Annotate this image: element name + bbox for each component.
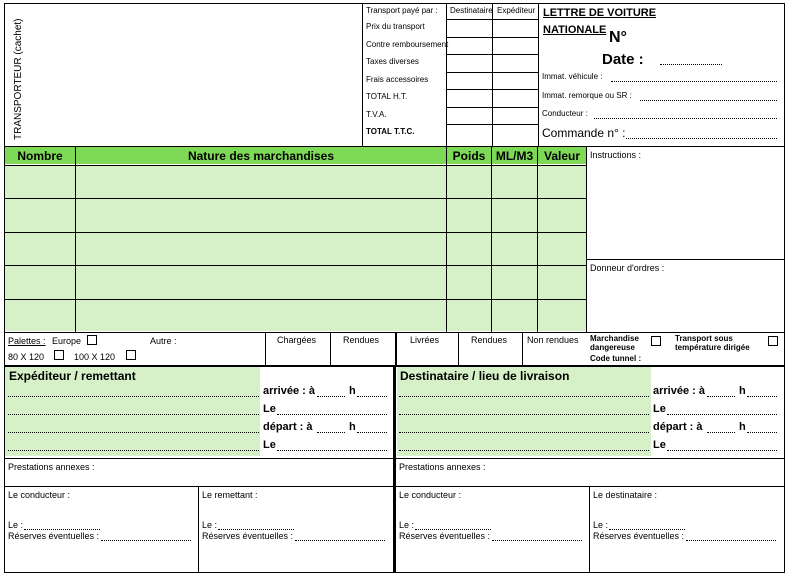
vehicle-field[interactable] [611, 81, 777, 82]
order-label: Commande n° : [542, 126, 626, 140]
col-header-value: Valeur [543, 149, 581, 163]
sign-date-field[interactable] [218, 529, 294, 530]
consignee-services: Prestations annexes : [399, 462, 486, 472]
payment-row-label: Contre remboursement [366, 39, 449, 49]
sign-reserves-field[interactable] [101, 540, 191, 541]
col-header-nature: Nature des marchandises [187, 149, 335, 163]
pallets-line-4 [458, 332, 459, 365]
payment-col-sender: Expéditeur [497, 6, 536, 15]
sign-divider-right [589, 486, 590, 573]
payment-cell-sender[interactable] [493, 73, 537, 89]
col-header-weight: Poids [452, 149, 486, 163]
waybill-date-label: Date : [602, 51, 644, 68]
payment-cell-recipient[interactable] [447, 20, 491, 36]
pallets-returned-2: Rendues [471, 335, 508, 345]
consignee-address-line[interactable] [399, 414, 649, 415]
consignee-place-field[interactable] [707, 432, 735, 433]
consignee-driver-label: Le conducteur : [399, 490, 462, 500]
shipper-le-label: Le [263, 403, 276, 415]
sender-label: Le remettant : [202, 490, 258, 500]
services-bottom [4, 486, 785, 487]
sign-reserves-label: Réserves éventuelles : [8, 531, 100, 541]
waybill-title-2: NATIONALE [543, 24, 607, 36]
sign-divider-left [198, 486, 199, 573]
bottom-divider [393, 365, 396, 573]
pallets-other: Autre : [150, 336, 177, 346]
pallets-not-returned: Non rendues [527, 335, 579, 345]
shipper-address-line[interactable] [8, 396, 259, 397]
trailer-label: Immat. remorque ou SR : [542, 91, 632, 100]
pallets-europe-checkbox[interactable] [87, 335, 97, 345]
consignee-address-line[interactable] [399, 432, 649, 433]
shipper-address-line[interactable] [8, 450, 259, 451]
payment-header: Transport payé par : [366, 6, 438, 15]
temp-transport-1: Transport sous [675, 334, 733, 343]
consignee-le-label: Le [653, 439, 666, 451]
payment-row-label: TOTAL H.T. [366, 92, 408, 101]
dangerous-goods-2: dangereuse [590, 343, 635, 352]
payment-row-label: T.V.A. [366, 109, 387, 119]
consignee-date-field[interactable] [667, 450, 777, 451]
consignee-departure-label: départ : à [653, 421, 703, 433]
trailer-field[interactable] [640, 100, 777, 101]
shipper-title: Expéditeur / remettant [9, 369, 136, 383]
goods-row[interactable] [5, 300, 585, 332]
consignee-address-line[interactable] [399, 396, 649, 397]
goods-col-line-5 [586, 146, 587, 332]
payment-row-label: Prix du transport [366, 22, 425, 31]
pallets-loaded: Chargées [277, 335, 317, 345]
pallets-line-5 [522, 332, 523, 365]
shipper-hour-label: h [349, 421, 356, 433]
sign-date-label: Le : [202, 520, 218, 530]
shipper-address-line[interactable] [8, 414, 259, 415]
shipper-arrival-label: arrivée : à [263, 385, 315, 397]
payment-cell-recipient[interactable] [447, 55, 491, 71]
instructions-label: Instructions : [590, 150, 642, 160]
payment-cell-sender[interactable] [493, 90, 537, 106]
payment-cell-recipient[interactable] [447, 125, 491, 141]
consignee-hour-label: h [739, 385, 746, 397]
payment-cell-sender[interactable] [493, 38, 537, 54]
consignee-place-field[interactable] [707, 396, 735, 397]
instructions-bottom [586, 259, 785, 260]
shipper-address-line[interactable] [8, 432, 259, 433]
recipient-label: Le destinataire : [593, 490, 658, 500]
payment-cell-sender[interactable] [493, 20, 537, 36]
consignee-le-label: Le [653, 403, 666, 415]
sign-reserves-field[interactable] [295, 540, 385, 541]
pallets-label: Palettes : [8, 336, 46, 346]
payment-row-label: Frais accessoires [366, 74, 429, 84]
payment-cell-recipient[interactable] [447, 108, 491, 124]
consignee-address-line[interactable] [399, 450, 649, 451]
shipper-place-field[interactable] [317, 396, 345, 397]
col-header-count: Nombre [17, 149, 63, 163]
driver-field[interactable] [594, 118, 777, 119]
temp-transport-checkbox[interactable] [768, 336, 778, 346]
order-field[interactable] [626, 138, 777, 139]
waybill-title-1: LETTRE DE VOITURE [543, 7, 657, 19]
address-bottom [4, 458, 785, 459]
shipper-hour-label: h [349, 385, 356, 397]
goods-row[interactable] [5, 166, 585, 198]
carrier-stamp-label: TRANSPORTEUR (cachet) [13, 18, 24, 140]
payment-cell-sender[interactable] [493, 55, 537, 71]
payment-cell-recipient[interactable] [447, 38, 491, 54]
shipper-date-field[interactable] [277, 414, 387, 415]
sign-reserves-label: Réserves éventuelles : [202, 531, 294, 541]
waybill-number-label: N° [609, 29, 627, 46]
consignee-hour-field[interactable] [747, 396, 777, 397]
payment-cell-sender[interactable] [493, 108, 537, 124]
sign-date-field[interactable] [609, 529, 685, 530]
shipper-departure-label: départ : à [263, 421, 313, 433]
payment-col-recipient: Destinataire [450, 6, 493, 15]
payment-cell-sender[interactable] [493, 125, 537, 141]
sign-reserves-label: Réserves éventuelles : [399, 531, 491, 541]
col-header-volume: ML/M3 [495, 149, 534, 163]
sign-date-label: Le : [399, 520, 415, 530]
pallets-line-1 [265, 332, 266, 365]
shipper-le-label: Le [263, 439, 276, 451]
temp-transport-2: température dirigée [675, 343, 750, 352]
payment-row-label: Taxes diverses [366, 57, 419, 66]
pallets-size-100-checkbox[interactable] [126, 350, 136, 360]
client-label: Donneur d'ordres : [590, 263, 665, 273]
shipper-date-field[interactable] [277, 450, 387, 451]
shipper-services: Prestations annexes : [8, 462, 95, 472]
payment-row-label: TOTAL T.T.C. [366, 127, 415, 136]
tunnel-code: Code tunnel : [590, 354, 642, 363]
sign-date-label: Le : [8, 520, 24, 530]
shipper-place-field[interactable] [317, 432, 345, 433]
shipper-driver-label: Le conducteur : [8, 490, 71, 500]
consignee-title: Destinataire / lieu de livraison [400, 369, 570, 383]
consignee-hour-label: h [739, 421, 746, 433]
pallets-europe: Europe [52, 336, 82, 346]
carrier-divider [362, 3, 363, 146]
vehicle-label: Immat. véhicule : [542, 72, 603, 81]
pallets-line-3 [395, 332, 397, 365]
payment-cell-recipient[interactable] [447, 73, 491, 89]
goods-row[interactable] [5, 233, 585, 265]
sign-date-label: Le : [593, 520, 609, 530]
sign-reserves-field[interactable] [492, 540, 582, 541]
payment-cell-recipient[interactable] [447, 90, 491, 106]
pallets-size-80-checkbox[interactable] [54, 350, 64, 360]
driver-label: Conducteur : [542, 109, 588, 118]
consignee-hour-field[interactable] [747, 432, 777, 433]
consignee-arrival-label: arrivée : à [653, 385, 705, 397]
dangerous-goods-checkbox[interactable] [651, 336, 661, 346]
sign-reserves-label: Réserves éventuelles : [593, 531, 685, 541]
pallets-returned-1: Rendues [343, 335, 380, 345]
shipper-hour-field[interactable] [357, 396, 387, 397]
sign-date-field[interactable] [24, 529, 100, 530]
pallets-delivered: Livrées [410, 335, 440, 345]
date-field[interactable] [660, 64, 722, 65]
sign-reserves-field[interactable] [686, 540, 776, 541]
goods-row[interactable] [5, 266, 585, 298]
pallets-size-80: 80 X 120 [8, 352, 45, 362]
consignee-date-field[interactable] [667, 414, 777, 415]
shipper-hour-field[interactable] [357, 432, 387, 433]
pallets-size-100: 100 X 120 [74, 352, 116, 362]
dangerous-goods-1: Marchandise [590, 334, 639, 343]
sign-date-field[interactable] [415, 529, 491, 530]
goods-row[interactable] [5, 199, 585, 231]
payment-col-line-3 [538, 3, 539, 146]
pallets-line-2 [330, 332, 331, 365]
